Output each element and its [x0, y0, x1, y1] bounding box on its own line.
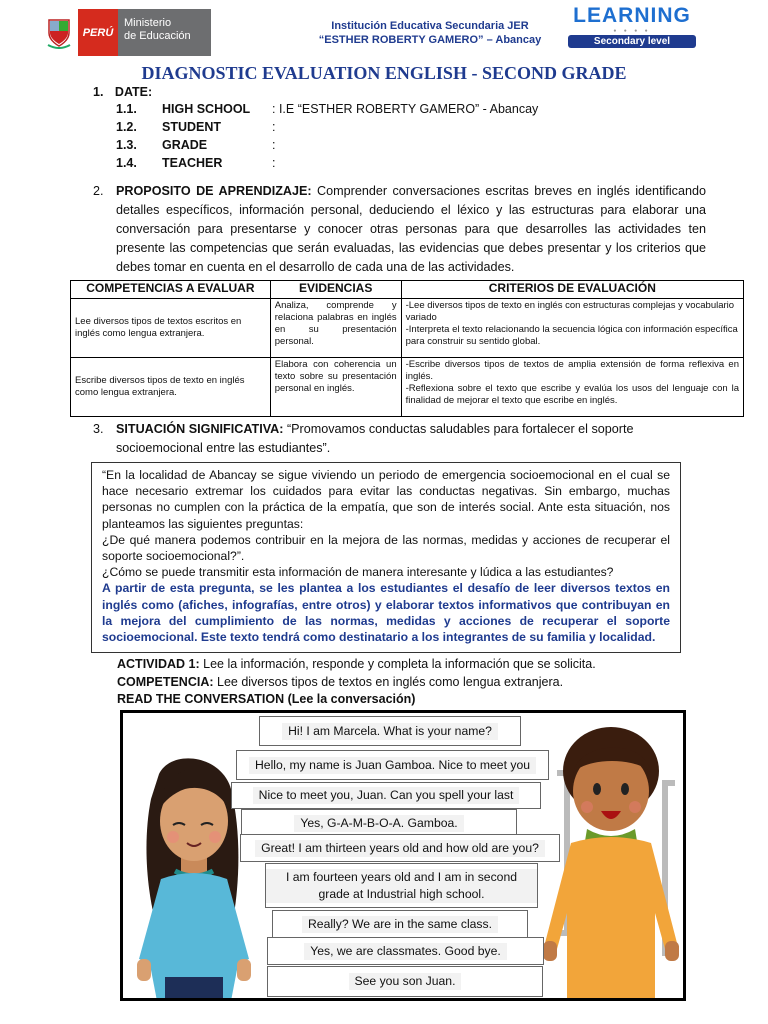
table-row [71, 299, 744, 358]
table-cell-criterios [401, 358, 743, 417]
info-row-teacher [93, 156, 275, 170]
bubble-text: See you son Juan. [349, 973, 462, 990]
table-cell-evidencia: Elabora con coherencia un texto sobre su presentación personal en inglés. [270, 358, 401, 417]
info-row-student [93, 120, 275, 134]
learning-logo-word: LEARNING [573, 4, 691, 27]
speech-bubble [267, 937, 544, 965]
info-row-num: 1.4. [116, 156, 137, 170]
learning-logo [562, 4, 702, 54]
learning-logo-dots: ● ● ● ● [613, 28, 651, 34]
bubble-text: Yes, we are classmates. Good bye. [304, 943, 507, 960]
situacion-section [93, 420, 706, 458]
bubble-text: Nice to meet you, Juan. Can you spell your last [253, 787, 520, 804]
speech-bubble [267, 966, 543, 997]
box-paragraph: “En la localidad de Abancay se sigue viviendo un periodo de emergencia socioemocional en el cual se hace necesario extremar los cuidados para evitar las conductas negativas. Sin embargo, muchas personas no cumplen con la práctica de la empatía, que son de interés social. Ante esta situación, nos planteamos las siguientes preguntas: [102, 468, 670, 531]
school-line1: Institución Educativa Secundaria JER [331, 20, 529, 32]
table-header: COMPETENCIAS A EVALUAR [71, 281, 271, 299]
situacion-text: “Promovamos conductas saludables para fortalecer el soporte socioemocional entre las estudiantes”. [116, 422, 634, 455]
info-row-num: 1.2. [116, 120, 137, 134]
ministry-name [118, 9, 191, 56]
table-cell-competencia: Escribe diversos tipos de texto en inglés como lengua extranjera. [71, 358, 271, 417]
bubble-text: Yes, G-A-M-B-O-A. Gamboa. [294, 815, 463, 832]
info-row-num: 1.1. [116, 102, 137, 116]
situacion-label: SITUACIÓN SIGNIFICATIVA: [116, 422, 284, 436]
table-cell-competencia: Lee diversos tipos de textos escritos en inglés como lengua extranjera. [71, 299, 271, 358]
info-row-high-school [93, 102, 538, 116]
competencia-text: Lee diversos tipos de textos en inglés como lengua extranjera. [213, 675, 564, 689]
info-row-label: HIGH SCHOOL [162, 102, 251, 116]
bubble-text: I am fourteen years old and I am in second grade at Industrial high school. [266, 869, 537, 903]
conversation-panel [120, 710, 686, 1001]
school-line2: “ESTHER ROBERTY GAMERO” – Abancay [318, 34, 542, 46]
table-cell-criterios [401, 299, 743, 358]
page-title: DIAGNOSTIC EVALUATION ENGLISH - SECOND GRADE [141, 63, 627, 83]
criterio: -Reflexiona sobre el texto que escribe y evalúa los usos del lenguaje con la finalidad de mejorar el texto que escribe en inglés. [405, 383, 739, 406]
date-num: 1. [93, 85, 104, 99]
info-row-num: 1.3. [116, 138, 137, 152]
bubble-text: Really? We are in the same class. [302, 916, 498, 933]
box-paragraph: ¿De qué manera podemos contribuir en la mejora de las normas, medidas y acciones de recuperar el soporte socioemocional?”. [102, 532, 670, 564]
read-heading: READ THE CONVERSATION (Lee la conversación) [117, 692, 416, 706]
info-row-value: : [272, 120, 276, 134]
table-header-row [71, 281, 744, 299]
info-row-value: : I.E “ESTHER ROBERTY GAMERO” - Abancay [272, 102, 539, 116]
criterio: -Lee diversos tipos de texto en inglés con estructuras complejas y vocabulario variado [405, 300, 735, 323]
table-row [71, 358, 744, 417]
table-header: CRITERIOS DE EVALUACIÓN [401, 281, 743, 299]
proposito-text: Comprender conversaciones escritas breves en inglés identificando detalles específicos, información personal, deduciendo el léxico y las estructuras para elaborar una conversación para presentarse y conocer otras personas para que desarrolles las actividades ten presente las competencias que serán evaluadas, las evidencias que debes presentar y los criterios que debes tomar en cuenta en el desarrollo de cada una de las actividades. [116, 184, 706, 274]
speech-bubble [236, 750, 549, 780]
info-row-value: : [272, 138, 276, 152]
proposito-label: PROPOSITO DE APRENDIZAJE: [116, 184, 312, 198]
ministry-logo [40, 9, 211, 56]
speech-bubble [231, 782, 541, 809]
coat-of-arms-icon [40, 9, 78, 56]
bubble-text: Great! I am thirteen years old and how old are you? [255, 840, 545, 857]
school-heading [290, 19, 570, 47]
proposito-section [93, 182, 706, 277]
competencia-label: COMPETENCIA: [117, 675, 214, 689]
bubble-text: Hi! I am Marcela. What is your name? [282, 723, 498, 740]
activity-line [117, 656, 596, 673]
speech-bubble [259, 716, 521, 746]
bubble-text: Hello, my name is Juan Gamboa. Nice to meet you [249, 757, 536, 774]
info-row-value: : [272, 156, 276, 170]
criterio: -Interpreta el texto relacionando la secuencia lógica con información específica para construir su sentido global. [405, 324, 738, 347]
situacion-num: 3. [93, 422, 104, 436]
info-row-label: STUDENT [162, 120, 222, 134]
speech-bubble [240, 834, 560, 862]
date-heading [93, 83, 152, 101]
competencia-line [117, 674, 563, 691]
box-paragraph: ¿Cómo se puede transmitir esta información de manera interesante y lúdica a las estudiantes? [102, 565, 614, 580]
info-row-grade [93, 138, 275, 152]
speech-bubble [241, 809, 517, 837]
competencies-table [70, 280, 744, 417]
criterio: -Escribe diversos tipos de textos de amplia extensión de forma reflexiva en inglés. [405, 359, 739, 382]
ministry-line2: de Educación [124, 30, 191, 42]
learning-logo-bar: Secondary level [568, 35, 696, 48]
situation-box [91, 462, 681, 653]
ministry-country: PERÚ [78, 9, 118, 56]
speech-bubble [265, 863, 538, 908]
activity-label: ACTIVIDAD 1: [117, 657, 200, 671]
info-row-label: TEACHER [162, 156, 223, 170]
activity-text: Lee la información, responde y completa la información que se solicita. [199, 657, 596, 671]
proposito-num: 2. [93, 184, 104, 198]
speech-bubble [272, 910, 528, 938]
box-highlight: A partir de esta pregunta, se les plantea a los estudiantes el desafío de leer diversos textos en inglés como (afiches, infografías, entre otros) y elaborar textos informativos que contribuyan en la mejora del cumplimiento de las normas, medidas y acciones de recuperar el soporte socioemocional. Este texto tendrá como destinatario a los integrantes de su familia y localidad. [102, 581, 670, 645]
table-cell-evidencia: Analiza, comprende y relaciona palabras en inglés en su presentación personal. [270, 299, 401, 358]
info-row-label: GRADE [162, 138, 208, 152]
date-label: DATE: [114, 85, 153, 99]
table-header: EVIDENCIAS [270, 281, 401, 299]
ministry-line1: Ministerio [124, 17, 172, 29]
